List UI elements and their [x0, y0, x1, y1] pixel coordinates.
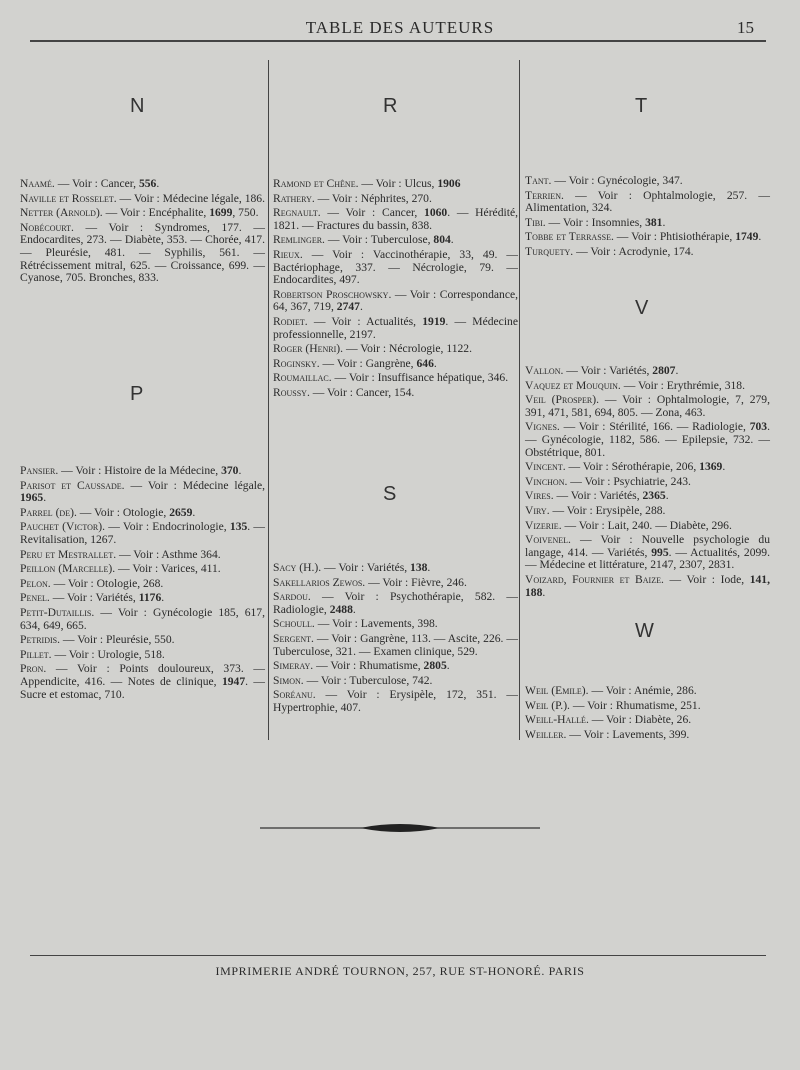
author-name: Peru et Mestrallet. — [20, 547, 117, 561]
bold-page-ref: 138 — [410, 561, 428, 574]
entry-text: — Voir : Acrodynie, 174. — [573, 244, 694, 258]
entry-text: — Voir : Lait, 240. — Diabète, 296. — [561, 518, 732, 532]
entry-tail: . — [359, 300, 363, 314]
section-letter: S — [383, 483, 397, 505]
entry-text: — Voir : Erysipèle, 172, 351. — Hypertrophie, 407. — [273, 688, 518, 714]
entry-tail: . — [446, 659, 450, 673]
index-entry — [525, 246, 770, 259]
running-title: TABLE DES AUTEURS — [305, 18, 495, 37]
author-name: Tibi. — [525, 215, 546, 229]
entry-tail: . — Médecine professionnelle, 2197. — [273, 314, 518, 341]
entry-tail: . — [192, 505, 196, 519]
index-entry — [20, 521, 265, 546]
index-entry — [273, 249, 518, 287]
index-entry — [273, 633, 518, 658]
author-name: Vignes. — [525, 420, 560, 434]
index-entry — [525, 231, 770, 244]
entry-text: — Voir : Anémie, 286. — [588, 684, 697, 697]
index-entry — [273, 358, 518, 371]
author-name: Penel. — [20, 591, 50, 605]
index-entry — [20, 465, 265, 478]
entry-text: — Voir : Tuberculose, — [324, 233, 434, 247]
index-entry — [20, 549, 265, 562]
bold-page-ref: 2805 — [423, 659, 447, 673]
index-entry — [20, 649, 265, 662]
index-entry — [525, 685, 770, 698]
index-entry — [273, 289, 518, 314]
index-entry — [20, 634, 265, 647]
author-name: Pillet. — [20, 647, 52, 661]
entry-tail: . — [161, 591, 165, 605]
entry-text: — Voir : Pleurésie, 550. — [60, 633, 175, 647]
author-name: Rodiet. — [273, 314, 308, 328]
author-name: Simeray. — [273, 659, 314, 673]
index-entry — [20, 563, 265, 576]
entry-text: — Voir : Médecine légale, 186. — [116, 191, 265, 205]
entry-text: — Voir : Otologie, 268. — [50, 576, 164, 590]
section-letter: V — [635, 297, 649, 319]
index-entry — [525, 175, 770, 188]
entry-text: — Voir : Tuberculose, 742. — [303, 673, 433, 687]
author-name: Petridis. — [20, 633, 61, 647]
entry-tail: . — Gynécologie, 1182, 586. — Epilepsie, 732. — Obstétrique, 801. — [525, 420, 770, 459]
index-entry — [273, 689, 518, 714]
index-entry — [273, 675, 518, 688]
entry-list — [525, 365, 770, 601]
author-name: Viry. — [525, 503, 550, 517]
entry-tail: . — [662, 215, 666, 229]
entry-tail: . — [542, 585, 546, 599]
author-name: Naamé. — [20, 177, 55, 190]
entry-text: — Voir : Cancer, 154. — [309, 385, 415, 399]
bold-page-ref: 381 — [645, 215, 663, 229]
author-name: Roger (Henri). — [273, 342, 344, 356]
author-name: Robertson Proschowsky. — [273, 287, 392, 301]
author-name: Pansier. — [20, 464, 59, 477]
entry-tail: . — [238, 464, 242, 477]
author-name: Veil (Prosper). — [525, 393, 599, 407]
author-name: Peillon (Marcelle). — [20, 562, 116, 576]
section-letter: N — [130, 95, 145, 117]
entry-text: — Voir : Encéphalite, — [102, 206, 210, 220]
entry-tail: . — Actualités, 2099. — Médecine et littérature, 2147, 2307, 2831. — [525, 545, 770, 572]
author-name: Tant. — [525, 174, 552, 187]
index-entry — [525, 217, 770, 230]
bold-page-ref: 2807 — [652, 364, 676, 377]
entry-text: — Voir : Histoire de la Médecine, — [58, 464, 222, 477]
entry-text: — Voir : Gynécologie, 347. — [551, 174, 683, 187]
index-entry — [525, 190, 770, 215]
entry-text: — Voir : Ophtalmologie, 257. — Alimentation, 324. — [525, 188, 770, 215]
index-entry — [20, 207, 265, 220]
entry-text: — Voir : Variétés, — [321, 561, 411, 574]
column-divider-1 — [268, 60, 269, 740]
entry-text: — Voir : Gangrène, — [319, 356, 417, 370]
index-entry — [273, 618, 518, 631]
author-name: Pelon. — [20, 576, 51, 590]
index-entry — [525, 380, 770, 393]
section-letter: W — [635, 620, 654, 642]
index-entry — [525, 505, 770, 518]
author-name: Schoull. — [273, 617, 315, 631]
entry-tail: . — [675, 364, 679, 377]
author-name: Vallon. — [525, 364, 564, 377]
bold-page-ref: 1906 — [437, 177, 461, 190]
entry-text: — Voir : Sérothérapie, 206, — [565, 460, 700, 474]
author-name: Terrien. — [525, 188, 564, 202]
author-name: Sardou. — [273, 590, 311, 604]
index-entry — [273, 193, 518, 206]
index-entry — [20, 507, 265, 520]
author-name: Sergent. — [273, 631, 314, 645]
bold-page-ref: 1919 — [422, 314, 446, 328]
entry-text: — Voir : Asthme 364. — [116, 547, 221, 561]
entry-text: — Voir : Ophtalmologie, 7, 279, 391, 471, 581, 694, 805. — Zona, 463. — [525, 393, 770, 419]
index-entry — [273, 387, 518, 400]
bold-page-ref: 1060 — [424, 206, 448, 220]
author-name: Soréanu. — [273, 688, 316, 702]
author-name: Weil (Emile). — [525, 684, 589, 697]
entry-text: — Voir : Rhumatisme, — [313, 659, 424, 673]
entry-text: — Voir : Diabète, 26. — [588, 713, 692, 727]
author-name: Pauchet (Victor). — [20, 520, 105, 534]
entry-list — [20, 465, 265, 703]
section-letter: R — [383, 95, 398, 117]
entry-list — [273, 178, 518, 402]
entry-text: — Voir : Correspondance, 64, 367, 719, — [273, 287, 519, 314]
author-name: Vinchon. — [525, 474, 568, 488]
bold-page-ref: 2747 — [336, 300, 360, 314]
index-entry — [525, 476, 770, 489]
entry-text: — Voir : Syndromes, 177. — Endocardites, 273. — Diabète, 353. — Chorée, 417. — Pleurésie, 481. — Syphilis, 561. — Rétrécissement mitral, 625. — Croissance, 699. — Cyanose, 705. Bronches, 833. — [20, 220, 265, 285]
index-entry — [20, 607, 265, 632]
author-name: Roussy. — [273, 385, 310, 399]
bold-page-ref: 2488 — [329, 602, 353, 616]
entry-text: — Voir : Iode, — [663, 572, 750, 586]
entry-text: — Voir : Erythrémie, 318. — [620, 378, 746, 392]
entry-text: — Voir : Variétés, — [553, 489, 643, 503]
index-entry — [273, 234, 518, 247]
bold-page-ref: 1965 — [20, 491, 44, 505]
index-entry — [525, 534, 770, 572]
entry-text: — Voir : Insuffisance hépatique, 346. — [331, 371, 509, 385]
entry-text: — Voir : Gynécologie 185, 617, 634, 649, 665. — [20, 605, 265, 632]
entry-tail: . — Hérédité, 1821. — Fractures du bassin, 838. — [273, 206, 518, 232]
author-name: Weil (P.). — [525, 698, 570, 712]
bold-page-ref: 1749 — [735, 230, 759, 244]
index-entry — [20, 222, 265, 285]
bold-page-ref: 1699 — [209, 206, 233, 220]
column-divider-2 — [519, 60, 520, 740]
page-number: 15 — [737, 18, 754, 37]
entry-tail: , 750. — [232, 206, 259, 220]
footer-rule — [30, 955, 766, 956]
entry-text: — Voir : Varices, 411. — [115, 562, 221, 576]
author-name: Pron. — [20, 662, 47, 676]
author-name: Parrel (de). — [20, 505, 77, 519]
author-name: Vires. — [525, 489, 554, 503]
entry-text: — Voir : Stérilité, 166. — Radiologie, — [559, 420, 750, 434]
author-name: Sacy (H.). — [273, 561, 322, 574]
index-entry — [525, 714, 770, 727]
author-name: Nobécourt. — [20, 220, 74, 234]
index-entry — [525, 574, 770, 599]
bold-page-ref: 135 — [229, 520, 248, 534]
entry-text: — Voir : Gangrène, 113. — Ascite, 226. — Tuberculose, 321. — Examen clinique, 529. — [273, 631, 518, 658]
entry-text: — Voir : Urologie, 518. — [51, 647, 165, 661]
entry-text: — Voir : Ulcus, — [358, 177, 438, 190]
author-name: Vaquez et Mouquin. — [525, 378, 621, 392]
bold-page-ref: 370 — [221, 464, 239, 477]
bold-page-ref: 646 — [416, 356, 434, 370]
entry-text: — Voir : Médecine légale, — [124, 478, 265, 492]
entry-tail: . — [427, 561, 431, 574]
author-name: Vincent. — [525, 460, 566, 474]
entry-text: — Voir : Psychothérapie, 582. — Radiologie, — [273, 590, 518, 616]
index-entry — [20, 193, 265, 206]
entry-text: — Voir : Cancer, — [54, 177, 139, 190]
index-entry — [525, 421, 770, 459]
ornament-divider — [260, 818, 540, 838]
header-rule — [30, 40, 766, 42]
bold-page-ref: 141, 188 — [525, 572, 770, 599]
index-entry — [20, 178, 265, 191]
author-name: Tobbe et Terrasse. — [525, 230, 614, 244]
entry-text: — Voir : Lavements, 398. — [314, 617, 438, 631]
author-name: Sakellarios Zewos. — [273, 575, 366, 589]
author-name: Turquety. — [525, 244, 574, 258]
index-entry — [273, 316, 518, 341]
author-name: Naville et Rosselet. — [20, 191, 117, 205]
entry-text: — Voir : Nouvelle psychologie du langage, 414. — Variétés, — [525, 533, 770, 559]
entry-tail: . — [352, 602, 356, 616]
bold-page-ref: 2659 — [169, 505, 193, 519]
entry-text: — Voir : Points douloureux, 373. — Appendicite, 416. — Notes de clinique, — [20, 662, 265, 688]
author-name: Petit-Dutaillis. — [20, 605, 95, 619]
author-name: Voivenel. — [525, 533, 571, 547]
entry-text: — Voir : Lavements, 399. — [566, 727, 690, 741]
entry-text: — Voir : Actualités, — [307, 314, 423, 328]
author-name: Voizard, Fournier et Baize. — [525, 572, 664, 586]
author-name: Remlinger. — [273, 233, 325, 247]
entry-tail: . — Sucre et estomac, 710. — [20, 674, 265, 701]
index-entry — [20, 480, 265, 505]
index-entry — [525, 700, 770, 713]
entry-tail: . — [433, 356, 437, 370]
entry-text: — Voir : Néphrites, 270. — [314, 191, 432, 205]
section-letter: P — [130, 383, 144, 405]
author-name: Simon. — [273, 673, 304, 687]
entry-list — [525, 175, 770, 261]
bold-page-ref: 1369 — [699, 460, 723, 474]
author-name: Parisot et Caussade. — [20, 478, 125, 492]
author-name: Roumaillac. — [273, 371, 332, 385]
author-name: Weill-Hallé. — [525, 713, 589, 727]
entry-text: — Voir : Erysipèle, 288. — [549, 503, 666, 517]
author-name: Rathery. — [273, 191, 315, 205]
bold-page-ref: 556 — [138, 177, 157, 190]
bold-page-ref: 2365 — [642, 489, 666, 503]
index-entry — [20, 663, 265, 701]
index-entry — [273, 562, 518, 575]
index-entry — [525, 520, 770, 533]
entry-text: — Voir : Fièvre, 246. — [365, 575, 467, 589]
index-entry — [20, 592, 265, 605]
author-name: Regnault. — [273, 206, 321, 220]
entry-text: — Voir : Psychiatrie, 243. — [567, 474, 691, 488]
entry-tail: . — [722, 460, 726, 474]
entry-text: — Voir : Nécrologie, 1122. — [343, 342, 472, 356]
index-entry — [273, 660, 518, 673]
index-entry — [525, 365, 770, 378]
index-entry — [273, 343, 518, 356]
bold-page-ref: 995 — [651, 545, 669, 559]
index-entry — [20, 578, 265, 591]
index-entry — [525, 729, 770, 742]
bold-page-ref: 1947 — [221, 674, 246, 688]
entry-text: — Voir : Endocrinologie, — [104, 520, 230, 534]
index-entry — [273, 178, 518, 191]
author-name: Roginsky. — [273, 356, 320, 370]
entry-tail: . — [43, 491, 47, 505]
entry-list — [525, 685, 770, 743]
section-letter: T — [635, 95, 648, 117]
entry-tail: . — Revitalisation, 1267. — [20, 520, 266, 546]
entry-text: — Voir : Insomnies, — [545, 215, 646, 229]
author-name: Vizerie. — [525, 518, 562, 532]
entry-text: — Voir : Variétés, — [49, 591, 139, 605]
index-entry — [273, 591, 518, 616]
entry-text: — Voir : Variétés, — [563, 364, 653, 377]
bold-page-ref: 1176 — [138, 591, 162, 605]
index-entry — [525, 490, 770, 503]
entry-tail: . — [758, 230, 762, 244]
printer-imprint: IMPRIMERIE ANDRÉ TOURNON, 257, RUE ST-HONORÉ. PARIS — [215, 964, 585, 978]
author-name: Netter (Arnold). — [20, 206, 103, 220]
author-name: Rieux. — [273, 247, 303, 261]
index-entry — [273, 207, 518, 232]
entry-tail: . — [665, 489, 669, 503]
author-name: Ramond et Chêne. — [273, 177, 359, 190]
index-entry — [525, 461, 770, 474]
entry-text: — Voir : Cancer, — [320, 206, 425, 220]
entry-text: — Voir : Phtisiothérapie, — [613, 230, 736, 244]
index-entry — [525, 394, 770, 419]
entry-text: — Voir : Otologie, — [76, 505, 170, 519]
bold-page-ref: 703 — [749, 420, 768, 434]
entry-tail: . — [450, 233, 454, 247]
index-entry — [273, 372, 518, 385]
index-entry — [273, 577, 518, 590]
bold-page-ref: 804 — [433, 233, 451, 247]
author-name: Weiller. — [525, 727, 567, 741]
entry-list — [20, 178, 265, 287]
page-header — [0, 16, 800, 46]
entry-text: — Voir : Vaccinothérapie, 33, 49. — Bactériophage, 337. — Nécrologie, 79. — Endocardites, 497. — [273, 247, 518, 287]
entry-text: — Voir : Rhumatisme, 251. — [569, 698, 701, 712]
entry-list — [273, 562, 518, 717]
entry-tail: . — [156, 177, 160, 190]
